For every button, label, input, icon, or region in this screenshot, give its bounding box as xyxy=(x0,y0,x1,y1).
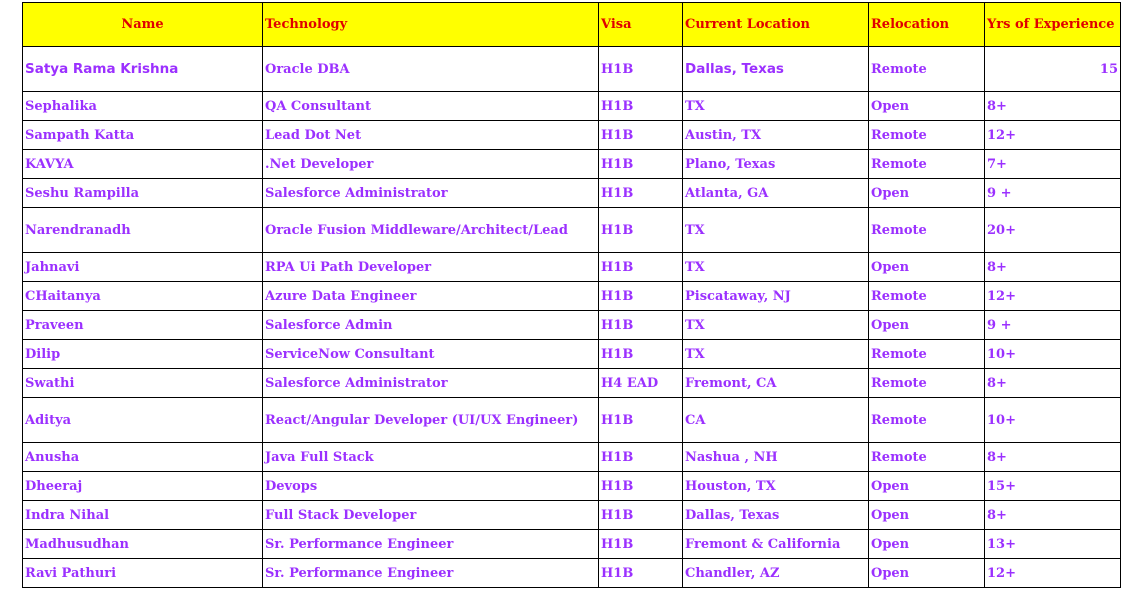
cell-relocation: Remote xyxy=(869,150,985,179)
header-technology: Technology xyxy=(263,3,599,47)
cell-location: Chandler, AZ xyxy=(683,559,869,588)
table-row xyxy=(23,530,1121,559)
cell-visa: H1B xyxy=(599,253,683,282)
table-row xyxy=(23,253,1121,282)
cell-relocation: Open xyxy=(869,530,985,559)
cell-location: TX xyxy=(683,253,869,282)
cell-experience: 12+ xyxy=(985,559,1121,588)
cell-location: Austin, TX xyxy=(683,121,869,150)
cell-technology: Oracle Fusion Middleware/Architect/Lead xyxy=(263,208,599,253)
cell-location: TX xyxy=(683,208,869,253)
cell-name: Satya Rama Krishna xyxy=(23,47,263,92)
header-name: Name xyxy=(23,3,263,47)
cell-visa: H1B xyxy=(599,121,683,150)
table-row xyxy=(23,501,1121,530)
cell-location: Dallas, Texas xyxy=(683,501,869,530)
cell-experience: 8+ xyxy=(985,369,1121,398)
cell-name: Anusha xyxy=(23,443,263,472)
cell-name: Seshu Rampilla xyxy=(23,179,263,208)
cell-name: Aditya xyxy=(23,398,263,443)
cell-location: Plano, Texas xyxy=(683,150,869,179)
cell-technology: Salesforce Administrator xyxy=(263,179,599,208)
table-row xyxy=(23,92,1121,121)
header-yrs-of-experience: Yrs of Experience xyxy=(985,3,1121,47)
cell-name: Dilip xyxy=(23,340,263,369)
header-relocation: Relocation xyxy=(869,3,985,47)
table-row xyxy=(23,559,1121,588)
cell-location: Nashua , NH xyxy=(683,443,869,472)
cell-technology: Devops xyxy=(263,472,599,501)
cell-experience: 8+ xyxy=(985,253,1121,282)
header-row xyxy=(23,3,1121,47)
cell-relocation: Remote xyxy=(869,208,985,253)
cell-location: Dallas, Texas xyxy=(683,47,869,92)
cell-location: Fremont & California xyxy=(683,530,869,559)
cell-name: CHaitanya xyxy=(23,282,263,311)
cell-technology: Salesforce Admin xyxy=(263,311,599,340)
cell-experience: 20+ xyxy=(985,208,1121,253)
cell-location: Fremont, CA xyxy=(683,369,869,398)
cell-experience: 8+ xyxy=(985,92,1121,121)
cell-visa: H1B xyxy=(599,559,683,588)
cell-relocation: Remote xyxy=(869,369,985,398)
header-visa: Visa xyxy=(599,3,683,47)
candidates-table xyxy=(22,2,1121,588)
table-row xyxy=(23,282,1121,311)
cell-location: TX xyxy=(683,340,869,369)
table-row xyxy=(23,340,1121,369)
cell-visa: H1B xyxy=(599,150,683,179)
table-row xyxy=(23,472,1121,501)
cell-location: CA xyxy=(683,398,869,443)
cell-visa: H1B xyxy=(599,208,683,253)
cell-relocation: Remote xyxy=(869,398,985,443)
cell-relocation: Open xyxy=(869,472,985,501)
cell-visa: H1B xyxy=(599,472,683,501)
cell-technology: Lead Dot Net xyxy=(263,121,599,150)
cell-experience: 15 xyxy=(985,47,1121,92)
cell-experience: 12+ xyxy=(985,282,1121,311)
cell-name: KAVYA xyxy=(23,150,263,179)
cell-visa: H1B xyxy=(599,47,683,92)
table-row xyxy=(23,311,1121,340)
cell-visa: H1B xyxy=(599,92,683,121)
cell-technology: QA Consultant xyxy=(263,92,599,121)
cell-visa: H1B xyxy=(599,311,683,340)
cell-visa: H1B xyxy=(599,282,683,311)
table-row xyxy=(23,150,1121,179)
cell-experience: 10+ xyxy=(985,340,1121,369)
cell-visa: H4 EAD xyxy=(599,369,683,398)
table-row xyxy=(23,208,1121,253)
cell-technology: .Net Developer xyxy=(263,150,599,179)
cell-name: Indra Nihal xyxy=(23,501,263,530)
table-row xyxy=(23,443,1121,472)
table-row xyxy=(23,121,1121,150)
cell-relocation: Remote xyxy=(869,47,985,92)
cell-location: Piscataway, NJ xyxy=(683,282,869,311)
cell-relocation: Remote xyxy=(869,443,985,472)
cell-location: Houston, TX xyxy=(683,472,869,501)
cell-technology: Java Full Stack xyxy=(263,443,599,472)
cell-relocation: Remote xyxy=(869,340,985,369)
cell-technology: Oracle DBA xyxy=(263,47,599,92)
cell-relocation: Remote xyxy=(869,121,985,150)
cell-relocation: Remote xyxy=(869,282,985,311)
cell-relocation: Open xyxy=(869,311,985,340)
table-row xyxy=(23,179,1121,208)
cell-name: Narendranadh xyxy=(23,208,263,253)
cell-experience: 13+ xyxy=(985,530,1121,559)
cell-name: Swathi xyxy=(23,369,263,398)
cell-name: Ravi Pathuri xyxy=(23,559,263,588)
cell-technology: Salesforce Administrator xyxy=(263,369,599,398)
cell-visa: H1B xyxy=(599,530,683,559)
cell-technology: Sr. Performance Engineer xyxy=(263,530,599,559)
header-current-location: Current Location xyxy=(683,3,869,47)
cell-experience: 15+ xyxy=(985,472,1121,501)
cell-visa: H1B xyxy=(599,398,683,443)
cell-visa: H1B xyxy=(599,340,683,369)
cell-experience: 9 + xyxy=(985,311,1121,340)
cell-name: Dheeraj xyxy=(23,472,263,501)
table-body xyxy=(23,47,1121,588)
cell-technology: RPA Ui Path Developer xyxy=(263,253,599,282)
cell-visa: H1B xyxy=(599,443,683,472)
cell-visa: H1B xyxy=(599,179,683,208)
cell-name: Praveen xyxy=(23,311,263,340)
candidates-table-container xyxy=(22,2,1121,588)
cell-name: Madhusudhan xyxy=(23,530,263,559)
cell-location: TX xyxy=(683,92,869,121)
cell-experience: 9 + xyxy=(985,179,1121,208)
cell-experience: 7+ xyxy=(985,150,1121,179)
cell-relocation: Open xyxy=(869,92,985,121)
cell-technology: Full Stack Developer xyxy=(263,501,599,530)
cell-relocation: Open xyxy=(869,501,985,530)
cell-technology: Sr. Performance Engineer xyxy=(263,559,599,588)
cell-name: Sampath Katta xyxy=(23,121,263,150)
cell-technology: Azure Data Engineer xyxy=(263,282,599,311)
cell-name: Sephalika xyxy=(23,92,263,121)
cell-experience: 12+ xyxy=(985,121,1121,150)
cell-experience: 8+ xyxy=(985,501,1121,530)
cell-visa: H1B xyxy=(599,501,683,530)
cell-location: TX xyxy=(683,311,869,340)
cell-technology: ServiceNow Consultant xyxy=(263,340,599,369)
table-row xyxy=(23,47,1121,92)
cell-experience: 8+ xyxy=(985,443,1121,472)
cell-location: Atlanta, GA xyxy=(683,179,869,208)
table-row xyxy=(23,369,1121,398)
cell-experience: 10+ xyxy=(985,398,1121,443)
cell-relocation: Open xyxy=(869,253,985,282)
cell-relocation: Open xyxy=(869,559,985,588)
cell-technology: React/Angular Developer (UI/UX Engineer) xyxy=(263,398,599,443)
cell-name: Jahnavi xyxy=(23,253,263,282)
cell-relocation: Open xyxy=(869,179,985,208)
table-row xyxy=(23,398,1121,443)
